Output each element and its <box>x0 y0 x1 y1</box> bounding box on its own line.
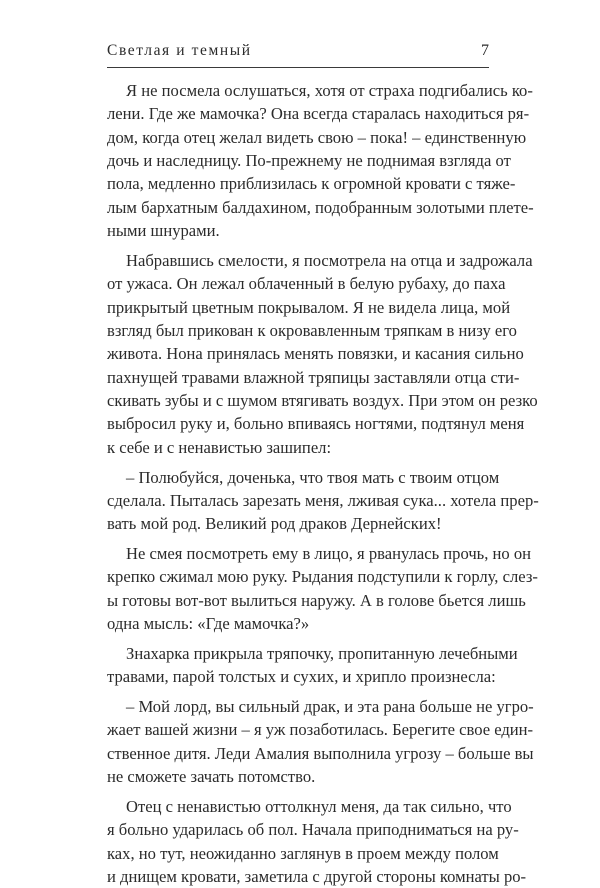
text-line: Набравшись смелости, я посмотрела на отца и задрожала <box>126 250 533 270</box>
text-line: дом, когда отец желал видеть свою – пока! – единственную <box>107 127 527 147</box>
text-line: Отец с ненавистью оттолкнул меня, да так сильно, что <box>126 796 512 816</box>
text-line: ственное дитя. Леди Амалия выполнила угрозу – больше вы <box>107 743 534 763</box>
text-line: – Полюбуйся, доченька, что твоя мать с твоим отцом <box>126 467 500 487</box>
text-line: прикрытый цветным покрывалом. Я не видела лица, мой <box>107 297 511 317</box>
text-line: Не смея посмотреть ему в лицо, я рванулась прочь, но он <box>126 544 532 564</box>
text-line: взгляд был прикован к окровавленным тряпкам в низу его <box>107 320 517 340</box>
paragraph <box>107 542 538 635</box>
text-line: ными шнурами. <box>107 221 220 241</box>
text-line: лени. Где же мамочка? Она всегда старалась находиться ря- <box>107 104 530 124</box>
text-line: травами, парой толстых и сухих, и хрипло произнесла: <box>107 667 496 687</box>
text-line: пахнущей травами влажной тряпицы заставляли отца сти- <box>107 367 520 387</box>
text-line: к себе и с ненавистью зашипел: <box>107 437 332 457</box>
text-line: одна мысль: «Где мамочка?» <box>107 614 310 634</box>
text-line: выбросил руку и, больно впиваясь ногтями, подтянул меня <box>107 414 525 434</box>
text-line: пола, медленно приблизилась к огромной кровати с тяже- <box>107 174 516 194</box>
page-number: 7 <box>481 42 489 59</box>
text-line: ках, но тут, неожиданно заглянув в проем между полом <box>107 843 499 863</box>
text-line: и днищем кровати, заметила с другой стороны комнаты ро- <box>107 867 527 886</box>
text-line: лым бархатным балдахином, подобранным золотыми плете- <box>107 197 534 217</box>
paragraph <box>107 466 539 536</box>
text-line: не сможете зачать потомство. <box>107 767 316 787</box>
paragraph <box>107 695 534 788</box>
running-header <box>107 41 489 61</box>
text-line: скивать зубы и с шумом втягивать воздух. При этом он резко <box>107 390 538 410</box>
text-line: крепко сжимал мою руку. Рыдания подступили к горлу, слез- <box>107 567 538 587</box>
text-line: жает вашей жизни – я уж позаботилась. Берегите свое един- <box>107 720 534 740</box>
paragraph <box>107 79 534 242</box>
text-line: Я не посмела ослушаться, хотя от страха подгибались ко- <box>126 81 533 100</box>
text-line: – Мой лорд, вы сильный драк, и эта рана больше не угро- <box>126 697 534 717</box>
text-line: я больно ударилась об пол. Начала приподниматься на ру- <box>107 820 519 840</box>
text-line: от ужаса. Он лежал облаченный в белую рубаху, до паха <box>107 274 506 294</box>
text-line: Знахарка прикрыла тряпочку, пропитанную лечебными <box>126 643 518 663</box>
text-line: сделала. Пыталась зарезать меня, лживая сука... хотела прер- <box>107 490 539 510</box>
text-line: живота. Нона принялась менять повязки, и касания сильно <box>107 344 524 364</box>
running-title: Светлая и темный <box>107 42 252 59</box>
paragraph <box>107 249 538 459</box>
text-line: дочь и наследницу. По-прежнему не поднимая взгляда от <box>107 151 511 171</box>
text-line: вать мой род. Великий род драков Дернейских! <box>107 514 442 534</box>
paragraph <box>107 642 518 689</box>
body-text <box>107 79 539 888</box>
header-rule <box>107 67 489 68</box>
paragraph <box>107 795 527 888</box>
text-line: ы готовы вот-вот вылиться наружу. А в голове бьется лишь <box>107 590 526 610</box>
